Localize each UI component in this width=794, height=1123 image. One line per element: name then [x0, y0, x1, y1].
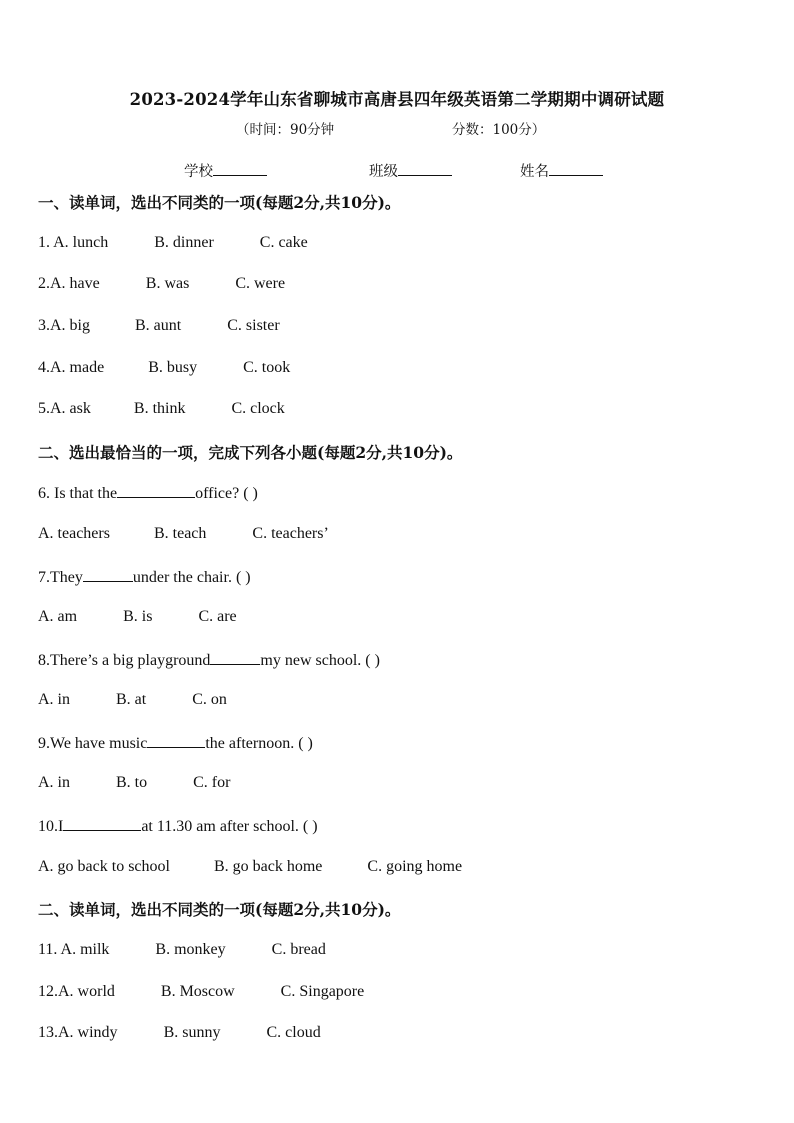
option-a: A. teachers	[38, 525, 110, 542]
question-6	[38, 483, 258, 503]
option-c: C. on	[192, 691, 227, 708]
question-9	[38, 733, 313, 753]
question-2	[38, 275, 285, 293]
name-blank[interactable]	[549, 161, 603, 176]
option-c: C. took	[243, 359, 291, 376]
question-11	[38, 941, 326, 959]
option-b: B. dinner	[154, 234, 214, 251]
option-a: A. in	[38, 691, 70, 708]
option-c: C. clock	[231, 400, 285, 417]
option-c: C. bread	[271, 941, 326, 958]
option-b: B. teach	[153, 525, 207, 542]
school-field	[184, 160, 267, 181]
option-b: B. was	[145, 275, 190, 292]
option-b: B. monkey	[155, 941, 226, 958]
option-c: C. were	[235, 275, 286, 292]
question-stem-end: under the chair. ( )	[132, 569, 251, 586]
question-7-options	[38, 608, 237, 626]
option-b: B. sunny	[163, 1024, 221, 1041]
question-10	[38, 816, 318, 836]
option-a: A. am	[38, 608, 78, 625]
question-stem-end: my new school. ( )	[260, 652, 380, 669]
question-stem-start: 6. Is that the	[38, 485, 118, 502]
option-b: B. busy	[148, 359, 198, 376]
exam-time: （时间：90分钟	[236, 122, 335, 138]
exam-score: 分数：100分）	[452, 122, 546, 138]
question-13	[38, 1024, 321, 1042]
option-c: C. teachers’	[252, 525, 329, 542]
question-stem-start: 9.We have music	[38, 735, 148, 752]
name-field	[520, 160, 603, 181]
question-8	[38, 650, 380, 670]
question-7	[38, 567, 251, 587]
option-a: 12.A. world	[38, 983, 115, 1000]
exam-title: 2023-2024学年山东省聊城市高唐县四年级英语第二学期期中调研试题	[129, 90, 665, 109]
question-5	[38, 400, 285, 418]
question-3	[38, 317, 280, 335]
option-a: 13.A. windy	[38, 1024, 118, 1041]
school-blank[interactable]	[213, 161, 267, 176]
question-6-options	[38, 525, 329, 543]
answer-blank[interactable]	[117, 483, 195, 498]
question-stem-start: 8.There’s a big playground	[38, 652, 211, 669]
option-c: C. sister	[227, 317, 280, 334]
question-8-options	[38, 691, 227, 709]
question-4	[38, 359, 290, 377]
answer-blank[interactable]	[63, 816, 141, 831]
question-stem-end: the afternoon. ( )	[205, 735, 313, 752]
option-b: B. to	[116, 774, 148, 791]
question-9-options	[38, 774, 230, 792]
question-stem-end: office? ( )	[195, 485, 258, 502]
option-a: A. go back to school	[38, 858, 170, 875]
option-a: A. in	[38, 774, 70, 791]
question-stem-start: 10.I	[38, 818, 64, 835]
question-stem-start: 7.They	[38, 569, 83, 586]
school-label: 学校	[184, 164, 213, 180]
section-heading: 二、读单词，选出不同类的一项(每题2分,共10分)。	[38, 900, 401, 919]
question-stem-end: at 11.30 am after school. ( )	[141, 818, 318, 835]
option-c: C. cloud	[266, 1024, 321, 1041]
option-b: B. think	[133, 400, 186, 417]
option-c: C. cake	[259, 234, 308, 251]
option-b: B. aunt	[135, 317, 182, 334]
section-heading: 一、读单词，选出不同类的一项(每题2分,共10分)。	[38, 193, 401, 212]
option-a: 5.A. ask	[38, 400, 91, 417]
class-field	[369, 160, 452, 181]
answer-blank[interactable]	[147, 733, 205, 748]
section-heading: 二、选出最恰当的一项，完成下列各小题(每题2分,共10分)。	[38, 443, 463, 462]
question-12	[38, 983, 364, 1001]
option-b: B. at	[116, 691, 147, 708]
option-c: C. going home	[367, 858, 463, 875]
option-a: 4.A. made	[38, 359, 105, 376]
option-c: C. Singapore	[280, 983, 365, 1000]
class-label: 班级	[369, 164, 398, 180]
option-a: 11. A. milk	[38, 941, 110, 958]
option-c: C. are	[198, 608, 237, 625]
option-a: 2.A. have	[38, 275, 100, 292]
option-a: 1. A. lunch	[38, 234, 109, 251]
answer-blank[interactable]	[210, 650, 260, 665]
option-c: C. for	[193, 774, 231, 791]
option-b: B. Moscow	[160, 983, 235, 1000]
answer-blank[interactable]	[83, 567, 133, 582]
question-1	[38, 234, 308, 252]
class-blank[interactable]	[398, 161, 452, 176]
question-10-options	[38, 858, 462, 876]
option-b: B. is	[123, 608, 153, 625]
option-a: 3.A. big	[38, 317, 90, 334]
name-label: 姓名	[520, 164, 549, 180]
option-b: B. go back home	[213, 858, 323, 875]
